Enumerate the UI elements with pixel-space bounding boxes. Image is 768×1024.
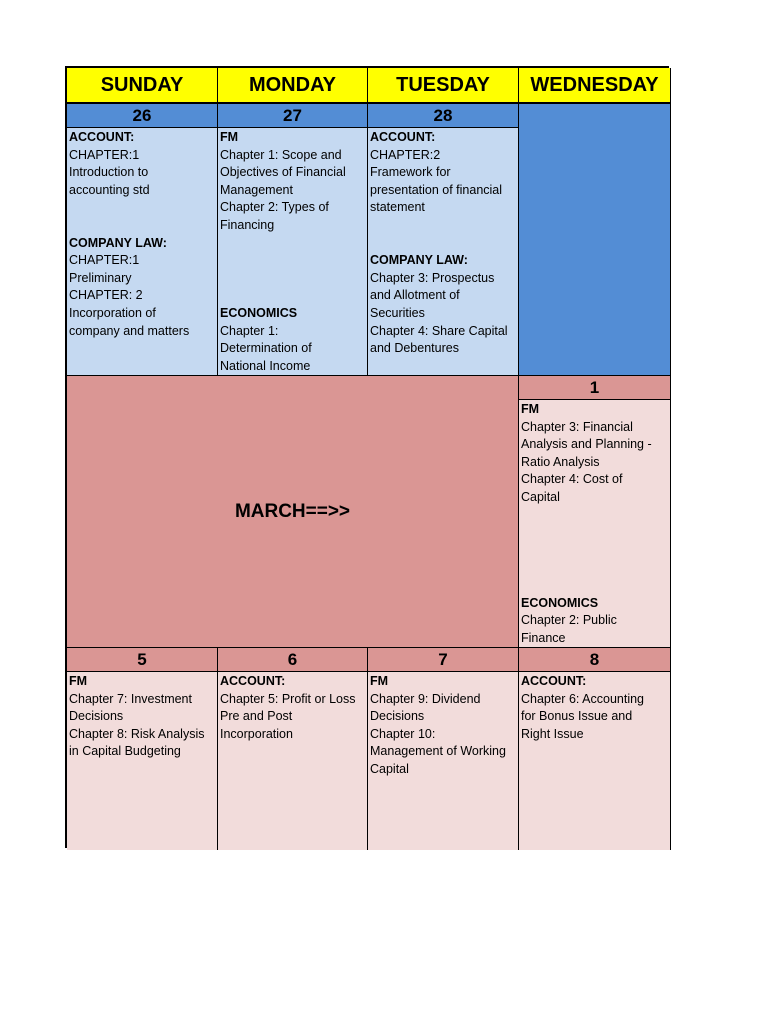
topic-line: Chapter 2: Types of xyxy=(220,200,329,215)
topic-line: Decisions xyxy=(370,709,425,724)
topic-line: Chapter 3: Financial xyxy=(521,419,633,434)
empty-wednesday-cell xyxy=(519,104,671,376)
subject-title: FM xyxy=(69,674,88,688)
subject-title: COMPANY LAW: xyxy=(69,235,167,250)
day-cell-8 xyxy=(519,672,671,850)
topic-line: Financing xyxy=(220,217,275,232)
topic-line: and Allotment of xyxy=(370,288,460,303)
topic-line: in Capital Budgeting xyxy=(69,744,181,759)
day-cell-6 xyxy=(218,672,368,850)
day-cell-26 xyxy=(67,128,218,376)
header-wednesday: WEDNESDAY xyxy=(519,68,671,104)
date-27: 27 xyxy=(218,104,368,128)
date-28: 28 xyxy=(368,104,519,128)
topic-line: Chapter 3: Prospectus xyxy=(370,270,495,285)
topic-line: Chapter 7: Investment xyxy=(69,691,192,706)
topic-line: Securities xyxy=(370,305,425,320)
march-banner: MARCH==>> xyxy=(67,376,519,648)
day-cell-5 xyxy=(67,672,218,850)
day-cell-28 xyxy=(368,128,519,376)
topic-line: Chapter 10: xyxy=(370,726,436,741)
subject-title: ECONOMICS xyxy=(220,305,298,320)
date-6: 6 xyxy=(218,648,368,672)
date-26: 26 xyxy=(67,104,218,128)
date-7: 7 xyxy=(368,648,519,672)
topic-line: Ratio Analysis xyxy=(521,454,600,469)
topic-line: CHAPTER:2 xyxy=(370,147,441,162)
subject-title: FM xyxy=(220,130,239,144)
topic-line: Objectives of Financial xyxy=(220,165,346,180)
topic-line: Capital xyxy=(521,489,560,504)
topic-line: and Debentures xyxy=(370,341,459,356)
subject-title: FM xyxy=(370,674,389,688)
subject-title: ACCOUNT: xyxy=(69,130,135,144)
topic-line: Chapter 6: Accounting xyxy=(521,691,644,706)
topic-line: Capital xyxy=(370,761,409,776)
study-calendar xyxy=(65,66,669,848)
topic-line: company and matters xyxy=(69,323,190,338)
topic-line: Chapter 8: Risk Analysis xyxy=(69,726,205,741)
topic-line: Chapter 4: Cost of xyxy=(521,472,623,487)
topic-line: Management of Working xyxy=(370,744,506,759)
day-cell-27 xyxy=(218,128,368,376)
subject-title: ACCOUNT: xyxy=(521,674,587,688)
topic-line: Management xyxy=(220,182,293,197)
topic-line: CHAPTER: 2 xyxy=(69,288,143,303)
topic-line: CHAPTER:1 xyxy=(69,253,140,268)
topic-line: accounting std xyxy=(69,182,150,197)
topic-line: Chapter 9: Dividend xyxy=(370,691,481,706)
topic-line: Right Issue xyxy=(521,726,584,741)
topic-line: Determination of xyxy=(220,341,312,356)
header-tuesday: TUESDAY xyxy=(368,68,519,104)
topic-line: CHAPTER:1 xyxy=(69,147,140,162)
topic-line: Chapter 1: Scope and xyxy=(220,147,342,162)
subject-title: ACCOUNT: xyxy=(370,130,436,144)
topic-line: Pre and Post xyxy=(220,709,293,724)
topic-line: presentation of financial xyxy=(370,182,503,197)
date-5: 5 xyxy=(67,648,218,672)
topic-line: Incorporation of xyxy=(69,305,156,320)
day-cell-7 xyxy=(368,672,519,850)
topic-line: National Income xyxy=(220,358,311,373)
header-sunday: SUNDAY xyxy=(67,68,218,104)
day-cell-1 xyxy=(519,400,671,648)
topic-line: Introduction to xyxy=(69,165,149,180)
topic-line: Decisions xyxy=(69,709,124,724)
subject-title: ECONOMICS xyxy=(521,595,599,610)
subject-title: ACCOUNT: xyxy=(220,674,286,688)
date-8: 8 xyxy=(519,648,671,672)
date-1: 1 xyxy=(519,376,671,400)
topic-line: Incorporation xyxy=(220,726,293,741)
topic-line: Chapter 4: Share Capital xyxy=(370,323,508,338)
topic-line: Finance xyxy=(521,630,566,645)
topic-line: Framework for xyxy=(370,165,451,180)
topic-line: Chapter 1: xyxy=(220,323,279,338)
topic-line: Chapter 5: Profit or Loss xyxy=(220,691,356,706)
topic-line: statement xyxy=(370,200,425,215)
topic-line: Analysis and Planning - xyxy=(521,437,652,452)
subject-title: FM xyxy=(521,402,540,416)
header-monday: MONDAY xyxy=(218,68,368,104)
topic-line: Chapter 2: Public xyxy=(521,613,617,628)
subject-title: COMPANY LAW: xyxy=(370,253,468,268)
topic-line: Preliminary xyxy=(69,270,132,285)
topic-line: for Bonus Issue and xyxy=(521,709,633,724)
